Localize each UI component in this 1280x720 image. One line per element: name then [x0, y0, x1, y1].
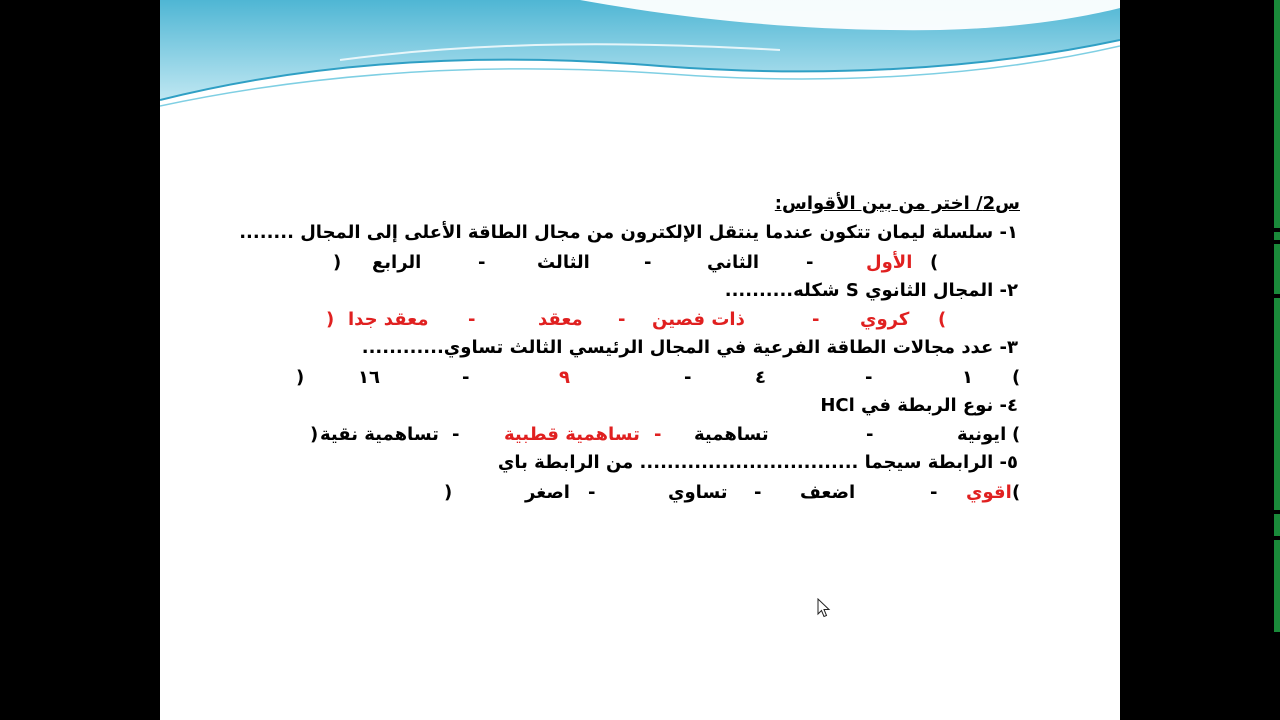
q5-option-1: اقوي — [966, 482, 1012, 503]
mouse-pointer-icon — [817, 598, 831, 618]
q4-option-3: تساهمية قطبية — [504, 424, 640, 445]
right-edge-strip — [1274, 0, 1280, 632]
q4-dash-3: - — [452, 424, 460, 445]
q3-dash-1: - — [865, 367, 873, 388]
q3-close-paren: ) — [296, 367, 305, 388]
q5-option-3: تساوي — [668, 482, 728, 503]
q1-option-1: الأول — [866, 252, 913, 273]
header-wave-decoration — [160, 0, 1120, 110]
q1-dash-3: - — [478, 252, 486, 273]
q2-option-3: معقد — [538, 309, 583, 330]
presentation-slide — [160, 0, 1120, 720]
q1-option-2: الثاني — [707, 252, 760, 273]
q2-option-2: ذات فصين — [652, 309, 745, 330]
q3-dash-3: - — [462, 367, 470, 388]
q2-close-paren: ) — [326, 309, 335, 330]
q1-open-paren: ( — [930, 252, 939, 273]
q1-dash-2: - — [644, 252, 652, 273]
q4-dash-1: - — [866, 424, 874, 445]
q2-dash-3: - — [468, 309, 476, 330]
question-1-text: ١- سلسلة ليمان تتكون عندما ينتقل الإلكترون من مجال الطاقة الأعلى إلى المجال ........ — [239, 222, 1018, 243]
q4-open-paren: ( — [1012, 424, 1021, 445]
question-2-text: ٢- المجال الثانوي S شكله.......... — [724, 280, 1018, 301]
q2-dash-2: - — [618, 309, 626, 330]
q5-open-paren: ( — [1012, 482, 1021, 503]
q5-dash-2: - — [754, 482, 762, 503]
q2-dash-1: - — [812, 309, 820, 330]
question-title: س2/ اختر من بين الأقواس: — [774, 193, 1020, 214]
q4-dash-2: - — [654, 424, 662, 445]
question-3-text: ٣- عدد مجالات الطاقة الفرعية في المجال الرئيسي الثالث تساوي............ — [361, 337, 1018, 358]
question-4-text: ٤- نوع الربطة في HCl — [820, 395, 1018, 416]
q1-close-paren: ) — [333, 252, 342, 273]
q5-option-2: اضعف — [800, 482, 856, 503]
q3-dash-2: - — [684, 367, 692, 388]
q1-option-3: الثالث — [537, 252, 590, 273]
q4-option-1: ايونية — [957, 424, 1007, 445]
q5-option-4: اصغر — [525, 482, 570, 503]
q2-open-paren: ( — [938, 309, 947, 330]
q3-option-2: ٤ — [755, 367, 766, 388]
q5-dash-3: - — [588, 482, 596, 503]
q2-option-1: كروي — [860, 309, 910, 330]
q5-dash-1: - — [930, 482, 938, 503]
question-5-text: ٥- الرابطة سيجما ................................ من الرابطة باي — [497, 452, 1018, 473]
q1-dash-1: - — [806, 252, 814, 273]
q3-option-1: ١ — [962, 367, 973, 388]
q5-close-paren: ) — [444, 482, 453, 503]
q4-option-4: تساهمية نقية — [320, 424, 439, 445]
q4-option-2: تساهمية — [694, 424, 769, 445]
q3-option-4: ١٦ — [358, 367, 380, 388]
q4-close-paren: ) — [310, 424, 319, 445]
q3-open-paren: ( — [1012, 367, 1021, 388]
q2-option-4: معقد جدا — [348, 309, 429, 330]
q3-option-3: ٩ — [559, 367, 570, 388]
q1-option-4: الرابع — [372, 252, 422, 273]
